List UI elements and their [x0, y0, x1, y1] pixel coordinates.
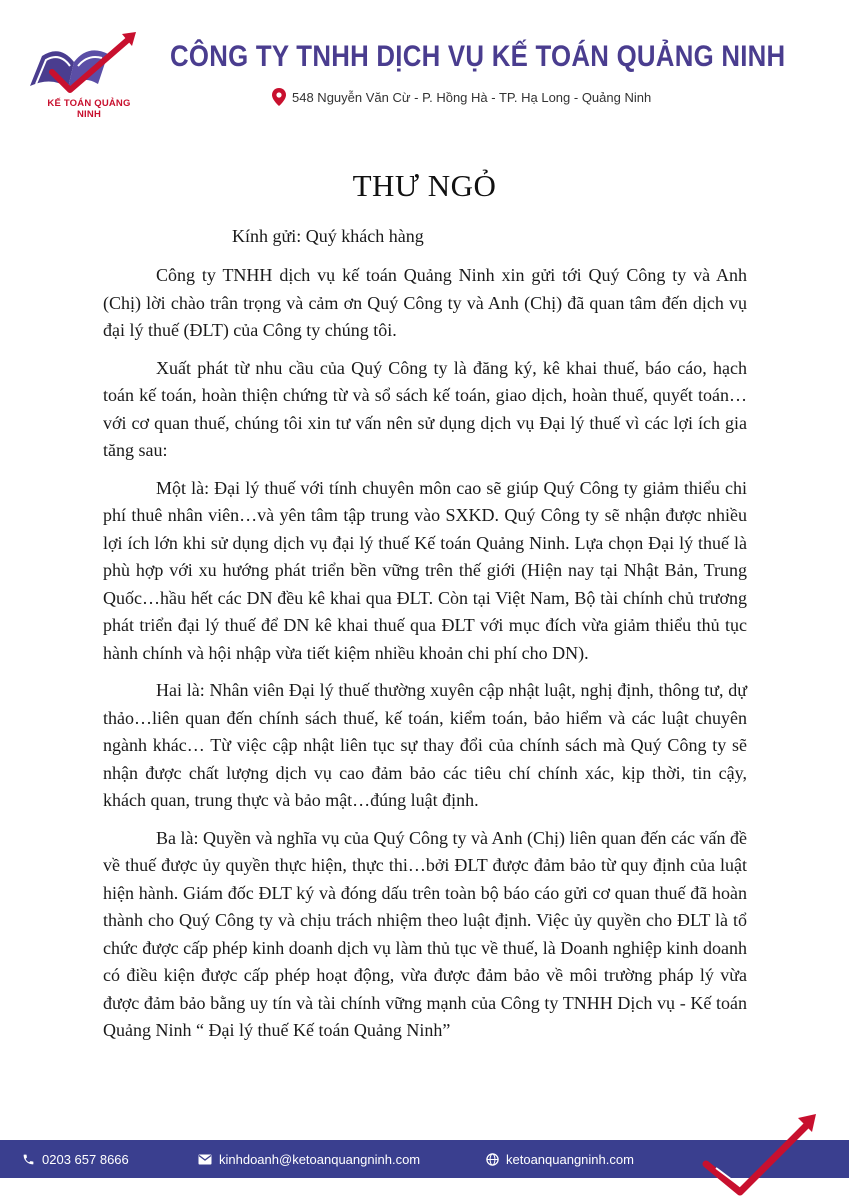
map-pin-icon [272, 88, 286, 106]
footer-website[interactable] [486, 1140, 634, 1178]
company-address [272, 88, 651, 106]
letter-body [103, 262, 747, 1055]
email-text: kinhdoanh@ketoanquangninh.com [219, 1151, 421, 1167]
paragraph-benefit-three: Ba là: Quyền và nghĩa vụ của Quý Công ty và Anh (Chị) liên quan đến các vấn đề về thuế được ủy quyền thực hiện, thực thi…bởi ĐLT được đảm bảo từ quy định của luật hiện hành. Giám đốc ĐLT ký và đóng dấu trên toàn bộ báo cáo gửi cơ quan thuế đã hoàn thành cho Quý Công ty và chịu trách nhiệm theo luật định. Việc ủy quyền cho ĐLT là tổ chức được cấp phép kinh doanh dịch vụ làm thủ tục về thuế, là Doanh nghiệp kinh doanh có điều kiện được cấp phép hoạt động, vừa được đảm bảo về môi trường pháp lý vừa được đảm bảo bằng uy tín và tài chính vững mạnh của Công ty TNHH Dịch vụ - Kế toán Quảng Ninh “ Đại lý thuế Kế toán Quảng Ninh” [103, 827, 747, 1040]
phone-text: 0203 657 8666 [42, 1151, 129, 1167]
globe-icon [486, 1153, 499, 1166]
decorative-check-icon [700, 1108, 820, 1200]
letter-salutation: Kính gửi: Quý khách hàng [232, 226, 424, 246]
logo-text: KẾ TOÁN QUẢNG NINH [47, 98, 131, 120]
paragraph-benefit-one: Một là: Đại lý thuế với tính chuyên môn cao sẽ giúp Quý Công ty giảm thiểu chi phí thuê nhân viên…và yên tâm tập trung vào SXKD. Quý Công ty sẽ nhận được nhiều lợi ích lớn khi sử dụng dịch vụ đại lý thuế Kế toán Quảng Ninh. Lựa chọn Đại lý thuế là phù hợp với xu hướng phát triển bền vững trên thế giới (Hiện nay tại Nhật Bản, Trung Quốc…hầu hết các DN đều kê khai qua ĐLT. Còn tại Việt Nam, Bộ tài chính chủ trương phát triển đại lý thuế để DN kê khai thuế qua ĐLT với mục đích vừa giảm thiểu thủ tục hành chính và hội nhập vừa tiết kiệm nhiều khoản chi phí cho DN). [103, 477, 747, 663]
footer-email[interactable] [198, 1140, 420, 1178]
paragraph-reason: Xuất phát từ nhu cầu của Quý Công ty là đăng ký, kê khai thuế, báo cáo, hạch toán kế toán, hoàn thiện chứng từ và sổ sách kế toán, giao dịch, hoàn thuế, quyết toán…với cơ quan thuế, chúng tôi xin tư vấn nên sử dụng dịch vụ Đại lý thuế vì các lợi ích gia tăng sau: [103, 357, 747, 460]
mail-icon [198, 1154, 212, 1165]
paragraph-intro: Công ty TNHH dịch vụ kế toán Quảng Ninh xin gửi tới Quý Công ty và Anh (Chị) lời chào trân trọng và cảm ơn Quý Công ty và Anh (Chị) đã quan tâm đến dịch vụ đại lý thuế (ĐLT) của Công ty chúng tôi. [103, 265, 747, 340]
address-text: 548 Nguyễn Văn Cừ - P. Hồng Hà - TP. Hạ Long - Quảng Ninh [292, 89, 652, 105]
footer-phone[interactable] [22, 1140, 129, 1178]
letter-title: THƯ NGỎ [352, 168, 497, 203]
company-name: CÔNG TY TNHH DỊCH VỤ KẾ TOÁN QUẢNG NINH [170, 40, 786, 73]
letterhead [0, 0, 849, 130]
book-check-logo-icon [22, 28, 142, 100]
company-logo [22, 28, 142, 118]
website-text: ketoanquangninh.com [506, 1151, 634, 1167]
phone-icon [22, 1153, 35, 1166]
paragraph-benefit-two: Hai là: Nhân viên Đại lý thuế thường xuyên cập nhật luật, nghị định, thông tư, dự thảo…liên quan đến chính sách thuế, kế toán, kiểm toán, bảo hiểm và các luật chuyên ngành khác… Từ việc cập nhật liên tục sự thay đổi của chính sách mà Quý Công ty sẽ nhận được chất lượng dịch vụ cao đảm bảo các tiêu chí chính xác, kịp thời, tin cậy, khách quan, trung thực và bảo mật…đúng luật định. [103, 680, 747, 810]
